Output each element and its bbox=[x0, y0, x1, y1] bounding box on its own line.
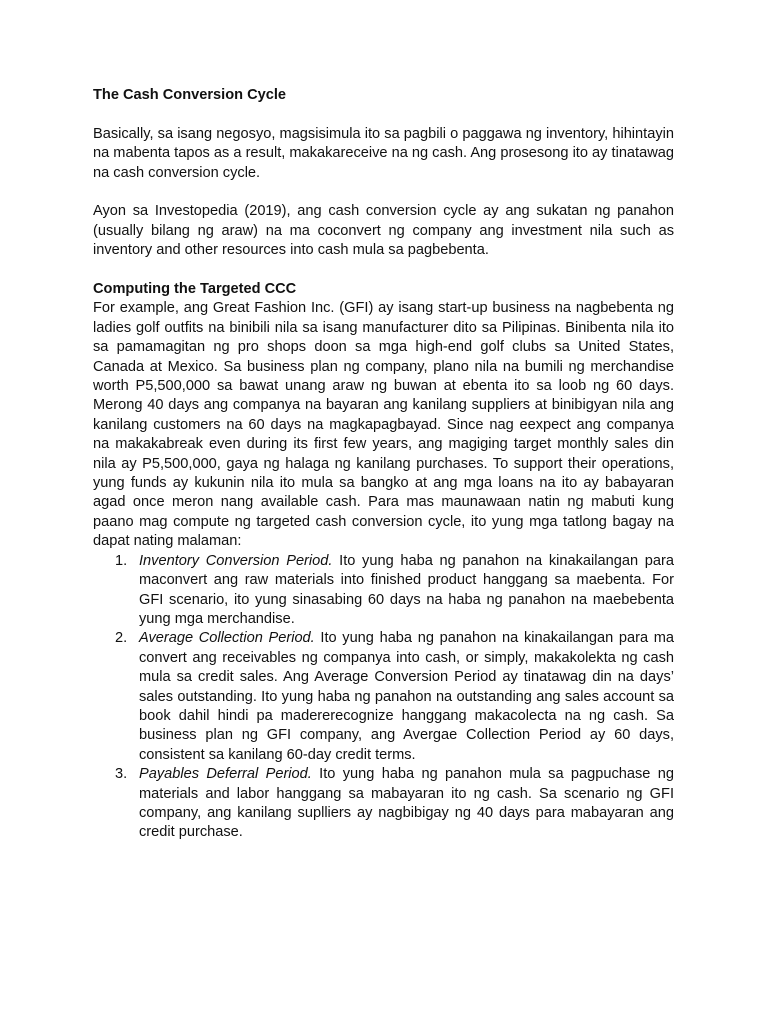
list-term: Payables Deferral Period. bbox=[139, 766, 312, 783]
list-item bbox=[93, 629, 674, 765]
intro-paragraph: Basically, sa isang negosyo, magsisimula ito sa pagbili o paggawa ng inventory, hihintayin na mabenta tapos as a result, makakareceive na ng cash. Ang prosesong ito ay tinatawag na cash conversion cycle. bbox=[93, 125, 674, 181]
list-number: 3. bbox=[115, 766, 128, 783]
document-title: The Cash Conversion Cycle bbox=[93, 87, 287, 103]
period-list bbox=[93, 552, 674, 843]
list-item bbox=[93, 765, 674, 843]
list-text: Ito yung haba ng panahon na kinakailangan para ma convert ang receivables ng companya into cash, or simply, makakolekta ng cash mula sa credit sales. Ang Average Conversion Period ay tinatawag din na days’ sales outstanding. Ito yung haba ng panahon na outstanding ang sales account sa book dahil hindi pa madererecognize hanggang makacolecta na ng cash. Sa business plan ng GFI company, ang Avergae Collection Period ay 60 days, consistent sa kanilang 60-day credit terms. bbox=[139, 630, 674, 763]
section-body: For example, ang Great Fashion Inc. (GFI) ay isang start-up business na nagbebenta ng ladies golf outfits na binibili nila sa isang manufacturer dito sa Pilipinas. Binibenta nila ito sa pamamagitan ng pro shops doon sa mga high-end golf clubs sa United States, Canada at Mexico. Sa business plan ng company, plano nila na bumili ng merchandise worth P5,500,000 sa bawat unang araw ng buwan at ebenta ito sa loob ng 60 days. Merong 40 days ang companya na bayaran ang kanilang suppliers at binibigyan nila ang kanilang customers na 60 days na magkapagbayad. Since nag eexpect ang companya na makakabreak even during its first few years, ang magiging target monthly sales din nila ay P5,500,000, gaya ng halaga ng kanilang purchases. To support their operations, yung funds ay kukunin nila ito mula sa bangko at ang mga loans na ito ay babayaran agad once meron nang available cash. Para mas maunawaan natin ng mabuti kung paano mag compute ng targeted cash conversion cycle, ito yung mga tatlong bagay na dapat nating malaman: bbox=[93, 300, 674, 550]
definition-paragraph: Ayon sa Investopedia (2019), ang cash conversion cycle ay ang sukatan ng panahon (usually bilang ng araw) na ma coconvert ng company ang investment nila such as inventory and other resources into cash mula sa pagbebenta. bbox=[93, 203, 674, 259]
list-number: 2. bbox=[115, 630, 128, 647]
section-heading: Computing the Targeted CCC bbox=[93, 281, 297, 298]
list-text: Ito yung haba ng panahon na kinakailangan para maconvert ang raw materials into finished product hanggang sa maebenta. For GFI scenario, ito yung sinasabing 60 days na haba ng panahon na maebebenta yung mga merchandise. bbox=[139, 552, 674, 627]
list-text: Ito yung haba ng panahon mula sa pagpuchase ng materials and labor hanggang sa mabayaran ito ng cash. Sa scenario ng GFI company, ang kanilang suplliers ay nagbibigay ng 40 days para mabayaran ang credit purchase. bbox=[139, 766, 674, 841]
document-page bbox=[93, 86, 674, 843]
list-term: Inventory Conversion Period. bbox=[139, 552, 333, 569]
list-number: 1. bbox=[115, 552, 128, 569]
list-term: Average Collection Period. bbox=[139, 630, 315, 647]
list-item bbox=[93, 552, 674, 630]
